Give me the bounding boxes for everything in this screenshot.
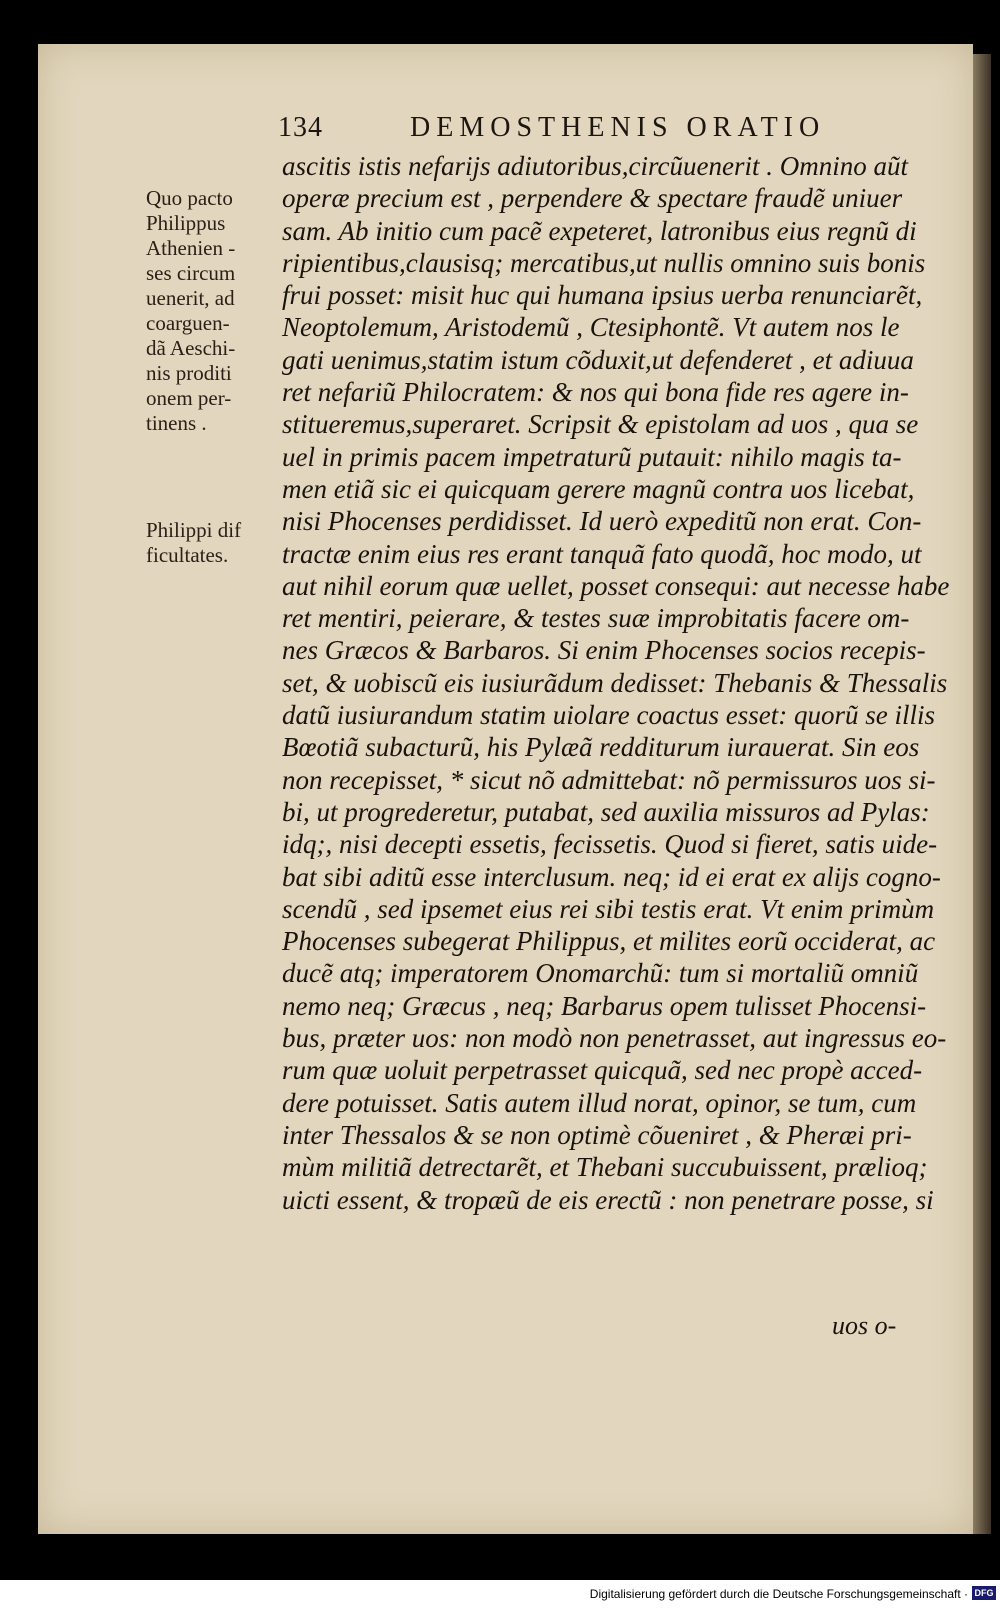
text-line: nes Græcos & Barbaros. Si enim Phocenses socios recepis- xyxy=(282,635,926,666)
marginal-note-line: Quo pacto xyxy=(146,186,233,210)
catchword: uos o- xyxy=(832,1311,897,1340)
text-line: dere potuisset. Satis autem illud norat, opinor, se tum, cum xyxy=(282,1087,917,1118)
running-title: DEMOSTHENIS ORATIO xyxy=(410,112,826,143)
page-number: 134 xyxy=(278,112,323,143)
text-line: frui posset: misit huc qui humana ipsius uerba renunciarẽt, xyxy=(282,280,923,311)
text-line: rum quæ uoluit perpetrasset quicquã, sed nec propè acced- xyxy=(282,1055,923,1086)
text-line: ret mentiri, peierare, & testes suæ improbitatis facere om- xyxy=(282,603,910,634)
text-line: ripientibus,clausisq; mercatibus,ut nullis omnino suis bonis xyxy=(282,247,926,278)
text-line: scendũ , sed ipsemet eius rei sibi testis erat. Vt enim primùm xyxy=(282,893,935,924)
text-line: operæ precium est , perpendere & spectare fraudẽ uniuer xyxy=(282,183,903,214)
text-line: stitueremus,superaret. Scripsit & epistolam ad uos , qua se xyxy=(282,409,919,440)
text-line: inter Thessalos & se non optimè cõueniret , & Pheræi pri- xyxy=(282,1119,912,1150)
marginal-note xyxy=(146,518,276,568)
text-line: mùm militiã detrectarẽt, et Thebani succubuissent, prælioq; xyxy=(282,1152,928,1183)
main-text-block xyxy=(282,150,950,1216)
funding-credit: Digitalisierung gefördert durch die Deutsche Forschungsgemeinschaft · xyxy=(589,1587,968,1601)
text-line: aut nihil eorum quæ uellet, posset consequi: aut necesse habe xyxy=(282,570,950,601)
footer-bar xyxy=(0,1580,1000,1610)
marginal-note-line: nis proditi xyxy=(146,361,232,385)
marginal-note-line: ficultates. xyxy=(146,543,229,567)
page-edge xyxy=(973,54,991,1534)
text-line: sam. Ab initio cum pacẽ expeteret, latronibus eius regnũ di xyxy=(282,215,917,246)
text-line: ascitis istis nefarijs adiutoribus,circũuenerit . Omnino aũt xyxy=(282,151,908,181)
text-line: gati uenimus,statim istum cõduxit,ut defenderet , et adiuua xyxy=(282,344,914,375)
text-line: uel in primis pacem impetraturũ putauit: nihilo magis ta- xyxy=(282,441,902,472)
text-line: idq;, nisi decepti essetis, fecissetis. Quod si fieret, satis uide- xyxy=(282,829,938,860)
marginal-note-line: coarguen- xyxy=(146,311,230,335)
text-line: set, & uobiscũ eis iusiurãdum dedisset: Thebanis & Thessalis xyxy=(282,667,948,698)
text-line: bat sibi aditũ esse interclusum. neq; id ei erat ex alijs cogno- xyxy=(282,861,941,892)
marginal-note-line: dã Aeschi- xyxy=(146,336,236,360)
text-line: Bœotiã subacturũ, his Pylæã redditurum iurauerat. Sin eos xyxy=(282,732,920,763)
text-line: bus, præter uos: non modò non penetrasset, aut ingressus eo- xyxy=(282,1023,947,1054)
marginal-note-line: tinens . xyxy=(146,411,207,435)
page-header xyxy=(278,112,858,142)
marginal-note xyxy=(146,186,276,436)
text-line: bi, ut progrederetur, putabat, sed auxilia missuros ad Pylas: xyxy=(282,796,930,827)
marginal-note-line: onem per- xyxy=(146,386,232,410)
text-line: nemo neq; Græcus , neq; Barbarus opem tulisset Phocensi- xyxy=(282,990,927,1021)
text-line: nisi Phocenses perdidisset. Id uerò expeditũ non erat. Con- xyxy=(282,506,922,537)
text-line: men etiã sic ei quicquam gerere magnũ contra uos licebat, xyxy=(282,473,915,504)
dfg-logo-icon: DFG xyxy=(972,1586,996,1600)
text-line: datũ iusiurandum statim uiolare coactus esset: quorũ se illis xyxy=(282,700,935,731)
marginal-note-line: Philippi dif xyxy=(146,518,242,542)
text-line: Phocenses subegerat Philippus, et milites eorũ occiderat, ac xyxy=(282,926,936,957)
marginal-note-line: Philippus xyxy=(146,211,226,235)
text-line: ducẽ atq; imperatorem Onomarchũ: tum si mortaliũ omniũ xyxy=(282,958,919,989)
text-line: Neoptolemum, Aristodemũ , Ctesiphontẽ. Vt autem nos le xyxy=(282,312,900,343)
text-line: uicti essent, & tropæũ de eis erectũ : non penetrare posse, si xyxy=(282,1184,934,1215)
text-line: tractæ enim eius res erant tanquã fato quodã, hoc modo, ut xyxy=(282,538,922,569)
marginal-note-line: ses circum xyxy=(146,261,236,285)
text-line: ret nefariũ Philocratem: & nos qui bona fide res agere in- xyxy=(282,377,909,408)
marginal-note-line: Athenien - xyxy=(146,236,236,260)
marginal-note-line: uenerit, ad xyxy=(146,286,235,310)
text-line: non recepisset, * sicut nõ admittebat: nõ permissuros uos si- xyxy=(282,764,936,795)
